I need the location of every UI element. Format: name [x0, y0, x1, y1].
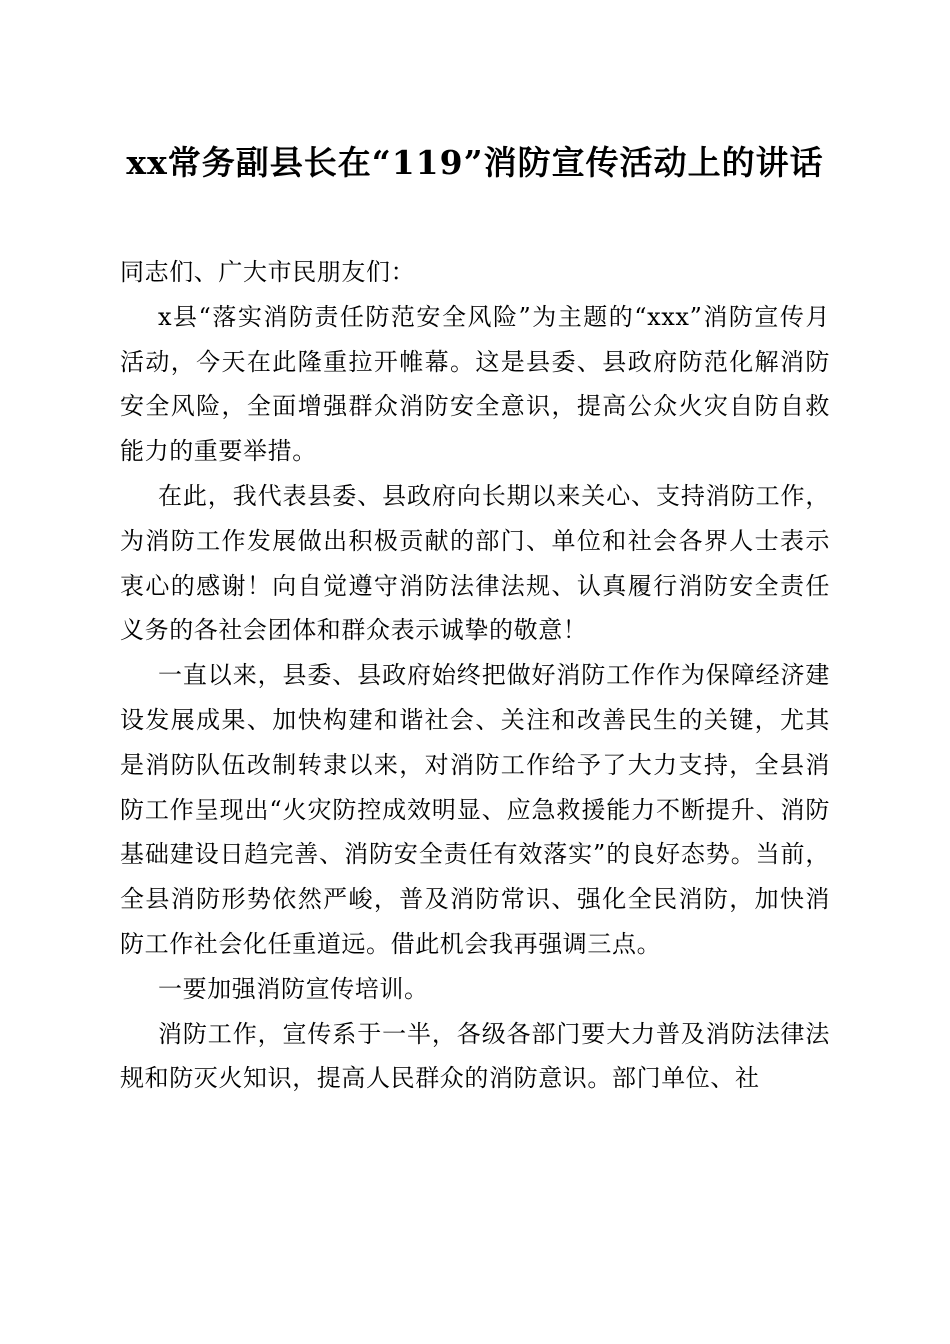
paragraph-publicity: 消防工作，宣传系于一半，各级各部门要大力普及消防法律法规和防灭火知识，提高人民群众的消防意识。部门单位、社 [120, 1019, 830, 1093]
section-heading-1: 一要加强消防宣传培训。 [158, 974, 429, 1003]
document-body [120, 250, 830, 1101]
paragraph-thanks: 在此，我代表县委、县政府向长期以来关心、支持消防工作，为消防工作发展做出积极贡献的部门、单位和社会各界人士表示衷心的感谢！向自觉遵守消防法律法规、认真履行消防安全责任义务的各社会团体和群众表示诚挚的敬意！ [120, 481, 830, 645]
paragraph-intro: x县“落实消防责任防范安全风险”为主题的“xxx”消防宣传月活动，今天在此隆重拉开帷幕。这是县委、县政府防范化解消防安全风险，全面增强群众消防安全意识，提高公众火灾自防自救能力的重要举措。 [120, 302, 830, 466]
document-title: xx常务副县长在“119”消防宣传活动上的讲话 [126, 143, 824, 182]
paragraph-situation: 一直以来，县委、县政府始终把做好消防工作作为保障经济建设发展成果、加快构建和谐社会、关注和改善民生的关键，尤其是消防队伍改制转隶以来，对消防工作给予了大力支持，全县消防工作呈现出“火灾防控成效明显、应急救援能力不断提升、消防基础建设日趋完善、消防安全责任有效落实”的良好态势。当前，全县消防形势依然严峻，普及消防常识、强化全民消防，加快消防工作社会化任重道远。借此机会我再强调三点。 [120, 661, 830, 958]
salutation: 同志们、广大市民朋友们： [120, 258, 416, 286]
